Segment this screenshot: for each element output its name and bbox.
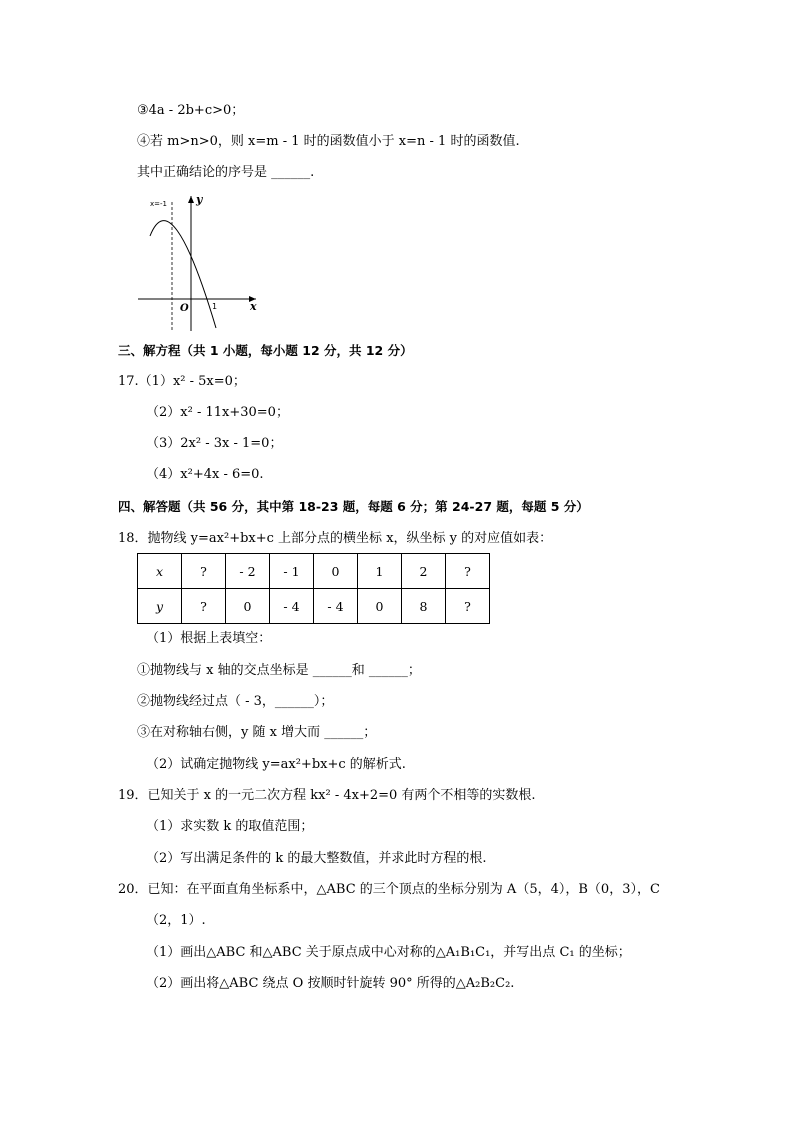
axis-line-label: x=-1 xyxy=(150,200,167,208)
table-cell: y xyxy=(138,589,182,624)
q16-item-4 xyxy=(137,133,520,151)
equation: x² - 5x=0； xyxy=(172,374,246,389)
q17-eq3 xyxy=(146,435,282,453)
q18-sub1: ①抛物线与 x 轴的交点坐标是 ______和 ______； xyxy=(137,663,421,678)
equation: x²+4x - 6=0. xyxy=(180,467,264,482)
q19-part2: （2）写出满足条件的 k 的最大整数值，并求此时方程的根. xyxy=(146,851,487,866)
table-cell: ? xyxy=(446,554,490,589)
q17-eq4 xyxy=(146,466,264,484)
table-cell: - 4 xyxy=(270,589,314,624)
table-row-y xyxy=(138,589,490,624)
origin-label: O xyxy=(180,303,189,314)
one-label: 1 xyxy=(212,302,218,311)
part-label: （4） xyxy=(146,467,181,482)
table-cell: - 4 xyxy=(314,589,358,624)
q16-prompt: 其中正确结论的序号是 ______. xyxy=(137,165,315,180)
q20-part1: （1）画出△ABC 和△ABC 关于原点成中心对称的△A₁B₁C₁，并写出点 C₁ 的坐标； xyxy=(146,945,631,960)
table-cell: 0 xyxy=(226,589,270,624)
table-cell: 0 xyxy=(314,554,358,589)
table-cell: - 1 xyxy=(270,554,314,589)
table-cell: 2 xyxy=(402,554,446,589)
table-cell: 8 xyxy=(402,589,446,624)
y-label: y xyxy=(196,193,203,206)
circled-number: ③ xyxy=(137,103,149,118)
q18-part1: （1）根据上表填空： xyxy=(146,631,272,646)
circled-number: ④ xyxy=(137,134,151,149)
part-label: （3） xyxy=(146,436,181,451)
parabola-graph xyxy=(130,188,265,333)
x-label: x xyxy=(250,300,257,313)
table-cell: 1 xyxy=(358,554,402,589)
table-cell: - 2 xyxy=(226,554,270,589)
q18-sub2: ②抛物线经过点（ - 3，______）； xyxy=(137,694,334,709)
q19-part1: （1）求实数 k 的取值范围； xyxy=(146,819,314,834)
equation: 2x² - 3x - 1=0； xyxy=(180,436,283,451)
q16-item-3 xyxy=(137,102,244,120)
table-cell: x xyxy=(138,554,182,589)
equation: x² - 11x+30=0； xyxy=(180,405,289,420)
q18-sub3: ③在对称轴右侧，y 随 x 增大而 ______； xyxy=(137,725,377,740)
table-cell: 0 xyxy=(358,589,402,624)
inequality: 4a - 2b+c>0； xyxy=(148,103,245,118)
q20-stem-cont: （2，1）. xyxy=(146,913,206,928)
question-number: 17.（1） xyxy=(118,374,173,389)
q18-stem: 18．抛物线 y=ax²+bx+c 上部分点的横坐标 x，纵坐标 y 的对应值如表： xyxy=(118,531,553,546)
q19-stem: 19．已知关于 x 的一元二次方程 kx² - 4x+2=0 有两个不相等的实数根. xyxy=(118,788,536,803)
table-cell: ? xyxy=(446,589,490,624)
table-cell: ? xyxy=(182,554,226,589)
q20-part2: （2）画出将△ABC 绕点 O 按顺时针旋转 90° 所得的△A₂B₂C₂. xyxy=(146,976,515,991)
statement: 若 m>n>0，则 x=m - 1 时的函数值小于 x=n - 1 时的函数值. xyxy=(150,134,520,149)
section-3-heading: 三、解方程（共 1 小题，每小题 12 分，共 12 分） xyxy=(118,343,413,358)
q17-eq1 xyxy=(118,373,246,391)
value-table xyxy=(137,553,490,624)
part-label: （2） xyxy=(146,405,181,420)
table-row-x xyxy=(138,554,490,589)
q18-part2: （2）试确定抛物线 y=ax²+bx+c 的解析式. xyxy=(146,757,406,772)
q17-eq2 xyxy=(146,404,289,422)
section-4-heading: 四、解答题（共 56 分，其中第 18-23 题，每题 6 分；第 24-27 题，每题 5 分） xyxy=(118,499,589,514)
q20-stem: 20．已知：在平面直角坐标系中，△ABC 的三个顶点的坐标分别为 A（5，4），B（0，3），C xyxy=(118,882,660,897)
table-cell: ? xyxy=(182,589,226,624)
